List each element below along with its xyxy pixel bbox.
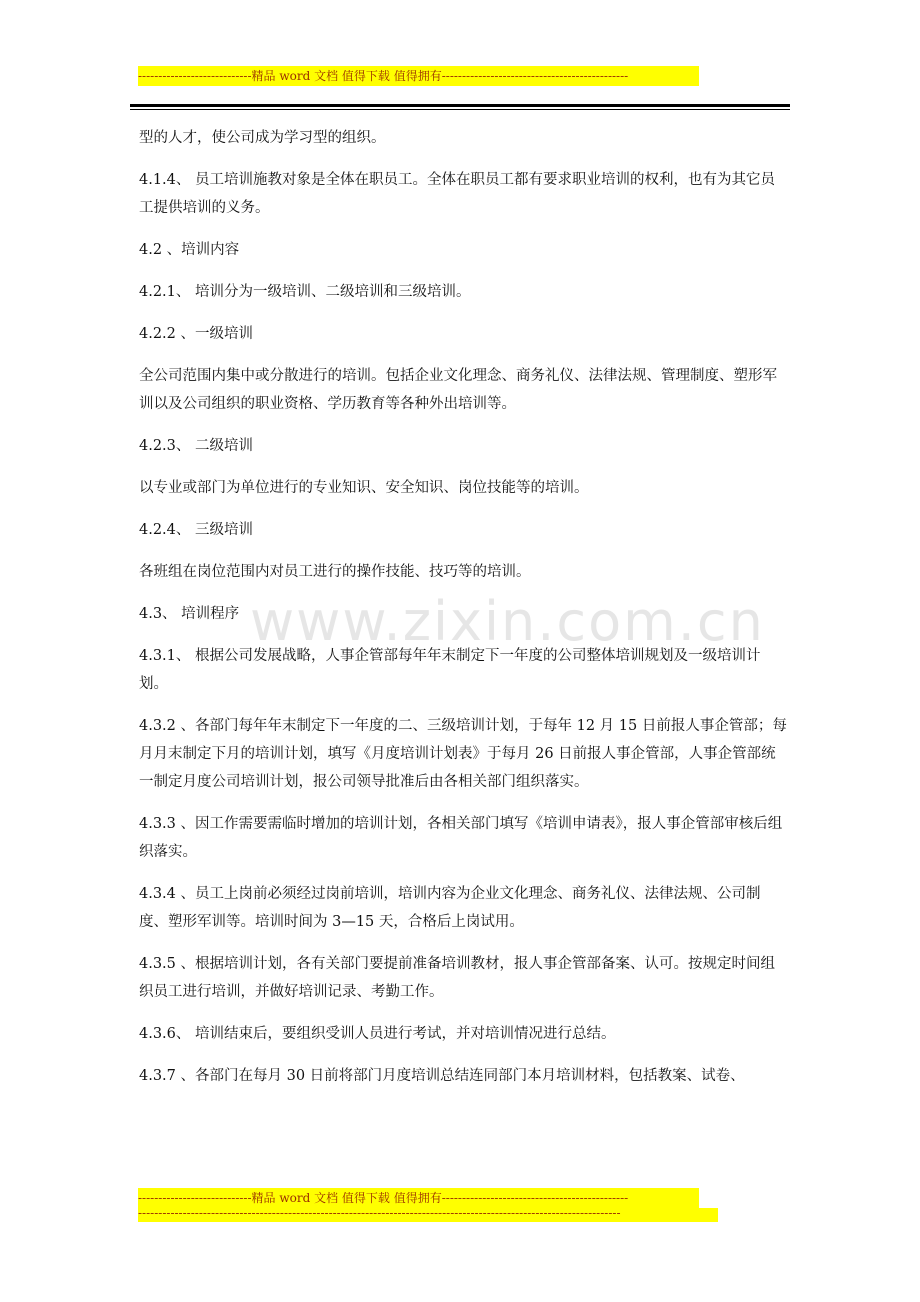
footer-dash-line: ----------------------------------------------------------------------------------------------------------------------- xyxy=(138,1206,621,1220)
header-banner: ----------------------------精品 word 文档 值得下载 值得拥有---------------------------------------------- xyxy=(138,69,629,83)
paragraph: 4.3.1、 根据公司发展战略，人事企管部每年年末制定下一年度的公司整体培训规划及一级培训计划。 xyxy=(139,648,761,692)
footer-banner: ----------------------------精品 word 文档 值得下载 值得拥有---------------------------------------------- xyxy=(138,1191,629,1205)
header-rule-thin xyxy=(130,109,790,110)
paragraph: 4.3.6、 培训结束后，要组织受训人员进行考试，并对培训情况进行总结。 xyxy=(139,1026,616,1042)
paragraph: 4.3.7 、各部门在每月 30 日前将部门月度培训总结连同部门本月培训材料，包括教案、试卷、 xyxy=(139,1068,745,1084)
section-heading: 4.2 、培训内容 xyxy=(139,242,240,258)
header-rule-thick xyxy=(130,104,790,107)
paragraph: 4.3.2 、各部门每年年末制定下一年度的二、三级培训计划，于每年 12 月 15 日前报人事企管部；每月月末制定下月的培训计划，填写《月度培训计划表》于每月 26 日前报人事企管部，人事企管部统一制定月度公司培训计划，报公司领导批准后由各相关部门组织落实。 xyxy=(139,718,787,790)
section-heading: 4.2.2 、一级培训 xyxy=(139,326,254,342)
section-heading: 4.3、 培训程序 xyxy=(139,606,240,622)
section-heading: 4.2.4、 三级培训 xyxy=(139,522,254,538)
paragraph: 4.3.3 、因工作需要需临时增加的培训计划，各相关部门填写《培训申请表》，报人事企管部审核后组织落实。 xyxy=(139,816,783,860)
paragraph: 各班组在岗位范围内对员工进行的操作技能、技巧等的培训。 xyxy=(139,564,531,580)
paragraph: 4.3.5 、根据培训计划，各有关部门要提前准备培训教材，报人事企管部备案、认可。按规定时间组织员工进行培训，并做好培训记录、考勤工作。 xyxy=(139,956,775,1000)
paragraph: 4.3.4 、员工上岗前必须经过岗前培训，培训内容为企业文化理念、商务礼仪、法律法规、公司制度、塑形军训等。培训时间为 3—15 天，合格后上岗试用。 xyxy=(139,886,761,930)
document-body xyxy=(139,124,789,1104)
paragraph: 以专业或部门为单位进行的专业知识、安全知识、岗位技能等的培训。 xyxy=(139,480,589,496)
paragraph: 全公司范围内集中或分散进行的培训。包括企业文化理念、商务礼仪、法律法规、管理制度、塑形军训以及公司组织的职业资格、学历教育等各种外出培训等。 xyxy=(139,368,777,412)
section-heading: 4.2.3、 二级培训 xyxy=(139,438,254,454)
paragraph: 4.2.1、 培训分为一级培训、二级培训和三级培训。 xyxy=(139,284,471,300)
watermark: www.zixin.com.cn xyxy=(250,590,765,653)
paragraph: 4.1.4、 员工培训施教对象是全体在职员工。全体在职员工都有要求职业培训的权利，也有为其它员工提供培训的义务。 xyxy=(139,172,775,216)
paragraph: 型的人才，使公司成为学习型的组织。 xyxy=(139,130,386,146)
